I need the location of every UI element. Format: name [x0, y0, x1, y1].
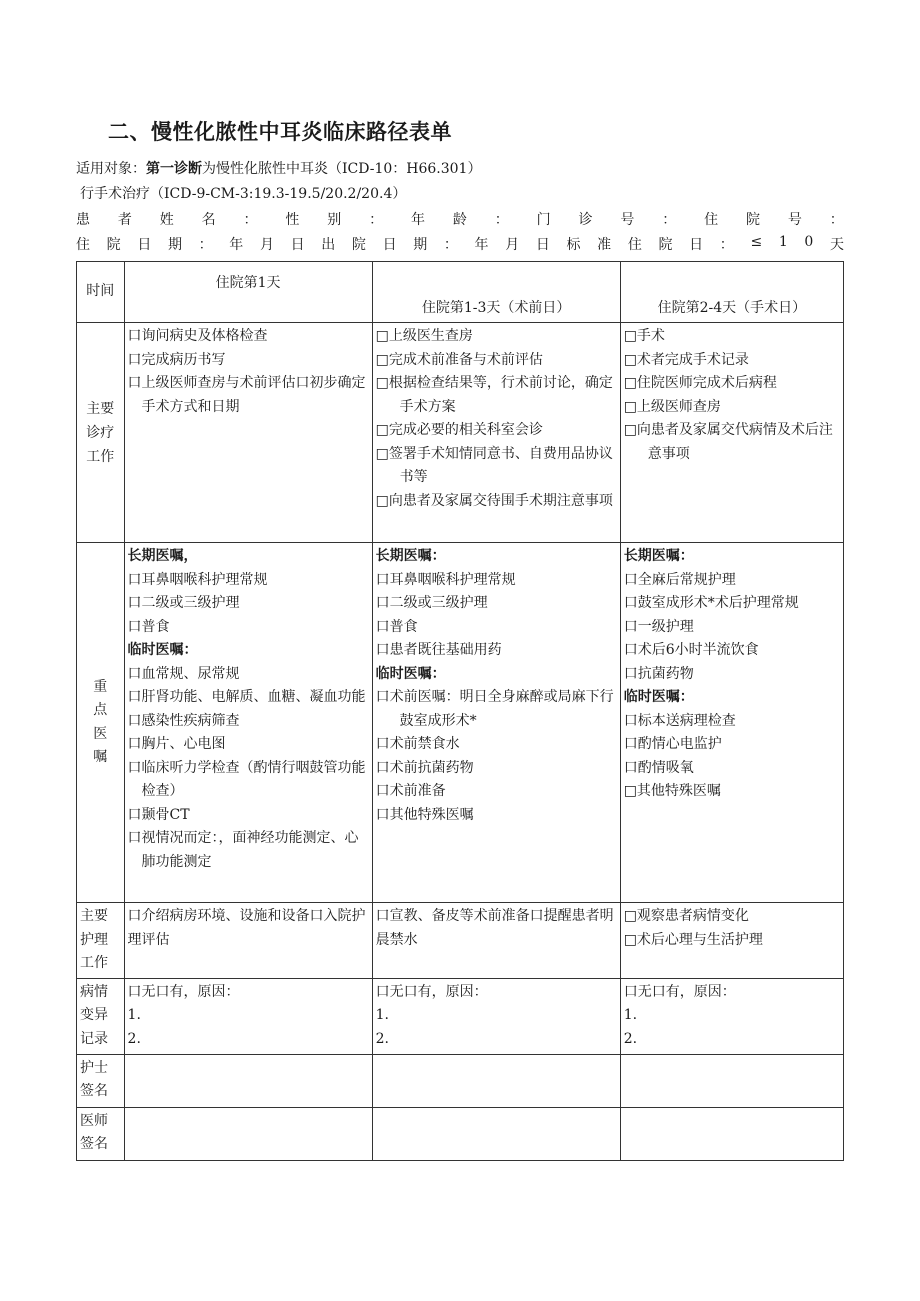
- date-info-char: 日: [290, 237, 305, 253]
- main-work-item: □完成术前准备与术前评估: [375, 351, 543, 368]
- first-diagnosis-label: 第一诊断: [146, 161, 202, 177]
- main-work-item: □上级医生查房: [375, 328, 473, 344]
- variation-item: 2.: [127, 1030, 141, 1047]
- main-work-day1: [124, 323, 372, 543]
- date-info-char: 日: [137, 237, 152, 253]
- main-work-label-part: 工作: [86, 448, 115, 465]
- nursing-day2: 口宣教、备皮等术前准备口提醒患者明晨禁水: [372, 903, 620, 979]
- long-term-orders-title: 长期医嘱：: [623, 548, 694, 564]
- patient-info-char: 诊: [578, 212, 593, 228]
- nursing-row: [77, 903, 844, 979]
- temporary-order-item: 口术前医嘱：明日全身麻醉或局麻下行鼓室成形术*: [375, 689, 614, 729]
- temporary-order-item: 口酌情心电监护: [623, 736, 722, 752]
- temporary-order-item: 口术前准备: [375, 783, 446, 799]
- main-work-item: □完成必要的相关科室会诊: [375, 422, 543, 438]
- variation-item: 口无口有，原因：: [623, 983, 736, 1000]
- date-info-char: 月: [259, 237, 274, 253]
- patient-info-line: [76, 209, 844, 229]
- variation-item: 1.: [623, 1007, 638, 1023]
- main-work-item: □上级医师查房: [623, 398, 721, 415]
- main-work-day3: [620, 323, 843, 543]
- date-info-char: 准: [597, 237, 612, 253]
- temporary-order-item: 口术前抗菌药物: [375, 759, 474, 776]
- temporary-order-item: 口肝肾功能、电解质、血糖、凝血功能: [127, 689, 366, 705]
- patient-info-char: 龄: [452, 212, 467, 228]
- variation-label: 病情变异记录: [77, 978, 125, 1054]
- patient-info-char: 患: [76, 212, 90, 228]
- main-work-label: [77, 323, 125, 543]
- patient-info-char: 别: [327, 212, 342, 228]
- date-info-char: 日: [535, 237, 550, 253]
- patient-info-char: ：: [243, 212, 258, 228]
- patient-info-char: ：: [662, 212, 677, 228]
- orders-label-char: 医: [93, 725, 108, 742]
- main-work-item: □术者完成手术记录: [623, 351, 749, 368]
- date-info-char: 日: [382, 237, 397, 253]
- long-term-order-item: 口一级护理: [623, 618, 694, 635]
- long-term-order-item: 口二级或三级护理: [375, 595, 488, 611]
- patient-info-char: 门: [536, 212, 551, 228]
- nursing-day1: 口介绍病房环境、设施和设备口入院护理评估: [124, 903, 372, 979]
- variation-item: 1.: [127, 1007, 141, 1023]
- orders-day1: [124, 543, 372, 903]
- orders-day3: [620, 543, 843, 903]
- date-info-char: 期: [167, 237, 182, 253]
- date-info-char: 月: [505, 237, 520, 253]
- date-info-char: 院: [658, 237, 673, 253]
- date-info-char: ：: [719, 237, 734, 253]
- nurse-sign-day3[interactable]: [620, 1054, 843, 1107]
- date-info-char: ≤: [750, 234, 763, 250]
- long-term-order-item: 口耳鼻咽喉科护理常规: [375, 571, 516, 588]
- main-work-label-part: 主要: [86, 400, 115, 417]
- temporary-order-item: 口感染性疾病筛查: [127, 712, 240, 729]
- long-term-order-item: 口普食: [127, 618, 170, 635]
- main-work-item: □签署手术知情同意书、自费用品协议书等: [375, 445, 613, 485]
- variation-item: 2.: [375, 1030, 389, 1047]
- main-work-item: □根据检查结果等，行术前讨论，确定手术方案: [375, 375, 613, 415]
- main-work-item: 口完成病历书写: [127, 351, 226, 368]
- doctor-sign-label: 医师签名: [77, 1107, 125, 1160]
- main-work-item: □住院医师完成术后病程: [623, 375, 777, 391]
- nurse-sign-label: 护士签名: [77, 1054, 125, 1107]
- main-work-label-part: 诊疗: [86, 424, 115, 441]
- patient-info-char: 性: [285, 212, 300, 228]
- temporary-order-item: 口颞骨CT: [127, 806, 190, 823]
- header-day2: 住院第1-3天（术前日）: [372, 262, 620, 323]
- applies-diagnosis: 为慢性化脓性中耳炎（ICD-10：H66.301）: [202, 161, 482, 177]
- date-info-char: 年: [474, 237, 489, 253]
- orders-label-char: 嘱: [93, 749, 108, 765]
- patient-info-char: 院: [746, 212, 760, 228]
- patient-info-char: ：: [369, 212, 384, 228]
- doctor-sign-day3[interactable]: [620, 1107, 843, 1160]
- date-info-char: 院: [351, 237, 366, 253]
- long-term-order-item: 口抗菌药物: [623, 665, 694, 682]
- temporary-order-item: 口标本送病理检查: [623, 712, 736, 729]
- long-term-orders-title: 长期医嘱：: [375, 548, 446, 564]
- orders-label-char: 重: [93, 678, 108, 695]
- applies-line: [76, 158, 481, 178]
- orders-label: [77, 543, 125, 903]
- main-work-day2: [372, 323, 620, 543]
- long-term-order-item: 口鼓室成形术*术后护理常规: [623, 595, 799, 611]
- doctor-sign-day2[interactable]: [372, 1107, 620, 1160]
- main-work-item: □手术: [623, 328, 665, 344]
- nurse-sign-row: [77, 1054, 844, 1107]
- applies-prefix: 适用对象：: [76, 161, 146, 177]
- nurse-sign-day1[interactable]: [124, 1054, 372, 1107]
- hospital-dates-line: [76, 234, 844, 254]
- nursing-day3: [620, 903, 843, 979]
- nursing-item: □术后心理与生活护理: [623, 931, 763, 948]
- orders-label-char: 点: [93, 702, 108, 718]
- long-term-order-item: 口耳鼻咽喉科护理常规: [127, 571, 268, 588]
- header-day3: 住院第2-4天（手术日）: [620, 262, 843, 323]
- nurse-sign-day2[interactable]: [372, 1054, 620, 1107]
- variation-day2: [372, 978, 620, 1054]
- date-info-char: 期: [413, 237, 428, 253]
- temporary-order-item: 口其他特殊医嘱: [375, 806, 474, 823]
- long-term-order-item: 口二级或三级护理: [127, 595, 240, 611]
- date-info-char: 0: [804, 234, 814, 250]
- surgery-line: 行手术治疗（ICD-9-CM-3:19.3-19.5/20.2/20.4）: [80, 186, 407, 202]
- clinical-pathway-table: [76, 261, 844, 1161]
- temporary-order-item: 口血常规、尿常规: [127, 665, 240, 682]
- variation-day3: [620, 978, 843, 1054]
- temporary-orders-title: 临时医嘱：: [623, 689, 694, 705]
- patient-info-char: ：: [494, 212, 509, 228]
- doctor-sign-day1[interactable]: [124, 1107, 372, 1160]
- main-work-item: □向患者及家属交代病情及术后注意事项: [623, 422, 833, 462]
- date-info-char: ：: [198, 237, 213, 253]
- temporary-order-item: □其他特殊医嘱: [623, 783, 721, 799]
- header-time: 时间: [77, 262, 125, 323]
- temporary-orders-title: 临时医嘱：: [375, 665, 446, 682]
- temporary-order-item: 口视情况而定：，面神经功能测定、心肺功能测定: [127, 830, 359, 870]
- nursing-item: □观察患者病情变化: [623, 908, 749, 924]
- patient-info-char: 者: [117, 212, 132, 228]
- nursing-label: 主要护理工作: [77, 903, 125, 979]
- temporary-order-item: 口术前禁食水: [375, 736, 460, 752]
- date-info-char: 1: [778, 234, 788, 250]
- orders-day2: [372, 543, 620, 903]
- patient-info-char: 姓: [159, 212, 174, 228]
- date-info-char: 院: [106, 237, 121, 253]
- patient-info-char: 号: [620, 212, 635, 228]
- long-term-order-item: 口患者既往基础用药: [375, 642, 502, 658]
- long-term-order-item: 口普食: [375, 618, 418, 635]
- date-info-char: 年: [229, 237, 244, 253]
- temporary-order-item: 口胸片、心电图: [127, 736, 226, 752]
- main-work-row: [77, 323, 844, 543]
- page-title: 二、慢性化脓性中耳炎临床路径表单: [108, 120, 452, 144]
- main-work-item: □向患者及家属交待围手术期注意事项: [375, 492, 613, 509]
- date-info-char: 标: [566, 237, 581, 253]
- date-info-char: 日: [689, 237, 704, 253]
- doctor-sign-row: [77, 1107, 844, 1160]
- variation-day1: [124, 978, 372, 1054]
- date-info-char: 出: [321, 237, 336, 253]
- header-day1: 住院第1天: [124, 262, 372, 323]
- date-info-char: 天: [829, 237, 844, 253]
- orders-row: [77, 543, 844, 903]
- long-term-order-item: 口术后6小时半流饮食: [623, 642, 759, 658]
- temporary-order-item: 口酌情吸氧: [623, 759, 694, 776]
- date-info-char: ：: [443, 237, 458, 253]
- main-work-item: 口询问病史及体格检查: [127, 328, 268, 344]
- variation-item: 2.: [623, 1030, 638, 1047]
- main-work-item: 口上级医师查房与术前评估口初步确定手术方式和日期: [127, 375, 366, 415]
- header-row: [77, 262, 844, 323]
- patient-info-char: ：: [829, 212, 844, 228]
- patient-info-char: 住: [704, 212, 719, 228]
- variation-item: 口无口有，原因：: [375, 983, 488, 1000]
- variation-row: [77, 978, 844, 1054]
- temporary-orders-title: 临时医嘱：: [127, 642, 198, 658]
- long-term-order-item: 口全麻后常规护理: [623, 571, 736, 588]
- patient-info-char: 名: [201, 212, 216, 228]
- variation-item: 口无口有，原因：: [127, 983, 240, 1000]
- variation-item: 1.: [375, 1007, 389, 1023]
- long-term-orders-title: 长期医嘱，: [127, 548, 198, 564]
- date-info-char: 住: [627, 237, 642, 253]
- patient-info-char: 号: [787, 212, 802, 228]
- date-info-char: 住: [76, 237, 90, 253]
- temporary-order-item: 口临床听力学检查（酌情行咽鼓管功能检查）: [127, 759, 366, 799]
- patient-info-char: 年: [411, 212, 425, 228]
